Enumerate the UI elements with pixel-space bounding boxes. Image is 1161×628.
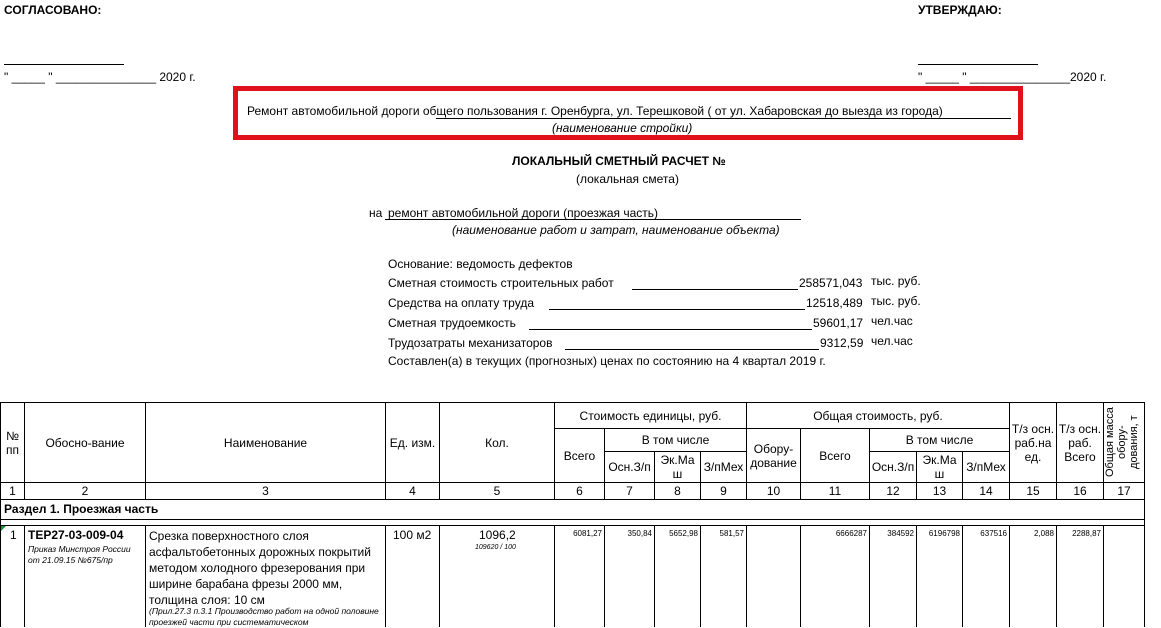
col-number: 4 (409, 484, 416, 498)
row-total-all: 6666287 (835, 529, 867, 538)
project-caption: (наименование стройки) (552, 121, 693, 135)
row-note: (Прил.27.3 п.3.1 Производство работ на одной половине проезжей части при систематическом (149, 606, 379, 627)
col-header-mass: Общая масса обору-дования, т (1104, 407, 1140, 477)
summary-row-value: 59601,17 (813, 316, 864, 330)
summary-row-line (549, 309, 805, 310)
col-header-equip: Обору-дование (750, 441, 797, 470)
col-header-total-zpmeh: З/пМех (966, 460, 1006, 474)
row-unit-osn: 350,84 (627, 529, 652, 538)
row-code: ТЕР27-03-009-04 (28, 528, 124, 542)
row-tz-total: 2288,87 (1072, 529, 1101, 538)
col-number: 5 (493, 484, 501, 498)
estimate-heading: ЛОКАЛЬНЫЙ СМЕТНЫЙ РАСЧЕТ № (512, 154, 726, 168)
row-order: Приказ Минстроя России от 21.09.15 №675/пр (28, 544, 131, 565)
col-header-total-osn: Осн.З/п (871, 460, 915, 474)
summary-row-label: Средства на оплату труда (388, 296, 534, 310)
col-header-unit-incl: В том числе (641, 433, 710, 447)
col-header-total-incl: В том числе (905, 433, 974, 447)
col-header-unit-all: Всего (563, 448, 596, 463)
approval-date-left: " _____ " _______________ 2020 г. (4, 70, 196, 84)
summary-row-label: Трудозатраты механизаторов (388, 336, 553, 350)
row-total-ekmash: 6196798 (928, 529, 960, 538)
summary-row-value: 12518,489 (806, 296, 863, 310)
col-number: 2 (81, 484, 89, 498)
signature-line-left (4, 64, 124, 65)
summary-row-label: Сметная стоимость строительных работ (388, 276, 614, 290)
summary-row-line (565, 349, 819, 350)
col-header-total-all: Всего (819, 448, 851, 463)
row-unit-zpmeh: 581,57 (719, 529, 744, 538)
col-header-tz-unit: Т/з осн. раб.на ед. (1011, 421, 1055, 464)
col-header-total-cost: Общая стоимость, руб. (813, 408, 943, 423)
project-title: Ремонт автомобильной дороги общего пользования г. Оренбурга, ул. Терешковой ( от ул. Хабаровская до выезда из города) (247, 104, 943, 118)
signature-line-right (918, 64, 1038, 65)
row-unit-ekmash: 5652,98 (669, 529, 698, 538)
col-number: 10 (766, 484, 781, 498)
col-number: 6 (576, 484, 583, 498)
col-header-qty: Кол. (485, 435, 509, 450)
summary-row-unit: чел.час (871, 334, 913, 348)
project-title-underline (436, 118, 1011, 119)
summary-row-value: 9312,59 (820, 336, 864, 350)
row-unit-all: 6081,27 (573, 529, 602, 538)
col-number: 8 (674, 484, 681, 498)
col-header-total-ekmash: Эк.Ма ш (922, 453, 957, 481)
col-number: 14 (979, 484, 993, 498)
approval-date-right: " _____ " _______________2020 г. (918, 70, 1107, 84)
row-total-zpmeh: 637516 (980, 529, 1007, 538)
section-title: Раздел 1. Проезжая часть (4, 502, 159, 516)
row-unit: 100 м2 (393, 528, 432, 542)
col-number: 17 (1117, 484, 1131, 498)
col-header-num: № пп (6, 428, 19, 457)
estimate-on-underline (385, 219, 801, 220)
summary-row-line (529, 329, 812, 330)
summary-row-unit: тыс. руб. (871, 294, 921, 308)
row-num: 1 (10, 528, 17, 542)
col-number: 12 (886, 484, 900, 498)
col-header-unit: Ед. изм. (389, 435, 436, 450)
col-number: 9 (720, 484, 727, 498)
col-header-unit-ekmash: Эк.Ма ш (660, 453, 695, 481)
summary-basis: Основание: ведомость дефектов (388, 257, 573, 271)
col-header-unit-osn: Осн.З/п (608, 460, 651, 474)
estimate-on-caption: (наименование работ и затрат, наименование объекта) (452, 223, 780, 237)
summary-row-line (632, 289, 798, 290)
cell-corner-marker (1, 526, 6, 531)
summary-prices-note: Составлен(а) в текущих (прогнозных) ценах по состоянию на 4 квартал 2019 г. (388, 354, 826, 368)
row-qty-formula: 109620 / 100 (475, 544, 516, 551)
estimate-on-prefix: на (369, 206, 383, 220)
col-number: 16 (1073, 484, 1087, 498)
summary-row-label: Сметная трудоемкость (388, 316, 516, 330)
col-number: 1 (9, 484, 16, 498)
summary-row-unit: тыс. руб. (871, 274, 921, 288)
col-number: 15 (1026, 484, 1040, 498)
row-name: Срезка поверхностного слоя асфальтобетонных дорожных покрытий методом холодного фрезерования при ширине барабана фрезы 2000 мм, толщина слоя: 10 см (149, 529, 371, 607)
col-header-basis: Обосно-вание (45, 435, 125, 450)
row-qty: 1096,2 (479, 528, 516, 542)
col-header-tz-total: Т/з осн. раб. Всего (1058, 421, 1102, 464)
col-number: 11 (828, 484, 842, 498)
summary-row-unit: чел.час (871, 314, 913, 328)
col-number: 7 (626, 484, 633, 498)
col-header-unit-cost: Стоимость единицы, руб. (579, 408, 722, 423)
col-header-unit-zpmeh: З/пМех (703, 460, 744, 474)
summary-row-value: 258571,043 (799, 276, 863, 290)
approval-left-label: СОГЛАСОВАНО: (4, 3, 102, 17)
row-tz-unit: 2,088 (1033, 529, 1054, 538)
col-number: 13 (932, 484, 947, 498)
col-number: 3 (262, 484, 269, 498)
estimate-subheading: (локальная смета) (576, 172, 679, 186)
estimate-on-value: ремонт автомобильной дороги (проезжая часть) (388, 206, 659, 220)
approval-right-label: УТВЕРЖДАЮ: (918, 3, 1002, 17)
row-total-osn: 384592 (887, 529, 914, 538)
col-header-name: Наименование (223, 435, 308, 450)
